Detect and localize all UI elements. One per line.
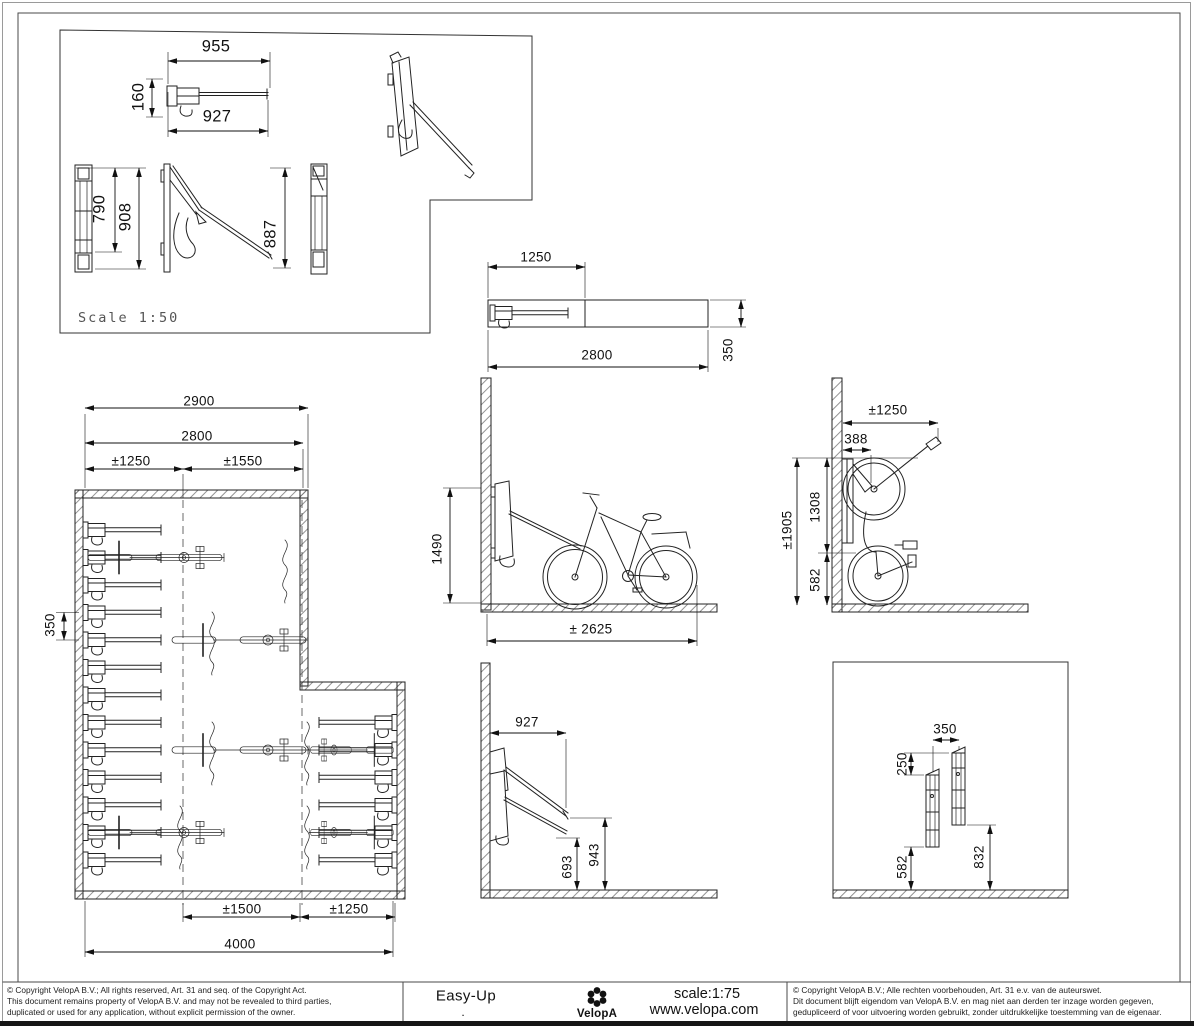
detail-side-view	[161, 164, 272, 272]
product-name: Easy-Up	[435, 987, 497, 1005]
copyright-dutch-line1: © Copyright VelopA B.V.; Alle rechten voorbehouden, Art. 31 e.v. van de auteurswet.	[793, 985, 1102, 995]
side-upright-walls	[832, 378, 1028, 612]
sheet-scale: scale:1:75	[673, 986, 741, 1002]
dim-front-clearance-high: 832	[971, 845, 987, 869]
brand-name: VelopA	[576, 1008, 618, 1020]
dim-folded-tip-low: 693	[559, 855, 575, 879]
dim-front-offset: 250	[894, 752, 910, 776]
dim-front-clearance-low: 582	[894, 855, 910, 879]
copyright-english-line2: This document remains property of VelopA B.V. and may not be revealed to third parties,	[7, 995, 332, 1006]
product-note: .	[461, 1005, 465, 1019]
dim-folded-reach: 927	[515, 714, 539, 730]
dim-detail-height-inner: 790	[90, 194, 109, 224]
side-folded-racks	[490, 748, 568, 845]
floor-plan-racks	[83, 522, 397, 875]
copyright-english-line1: © Copyright VelopA B.V.; All rights reserved, Art. 31 and seq. of the Copyright Act.	[7, 985, 307, 995]
detail-front-view	[75, 165, 92, 272]
dim-detail-width-overall: 955	[201, 37, 231, 56]
dim-upright-reach: ±1250	[868, 402, 908, 418]
copyright-dutch-line3: gedupliceerd of voor uitvoering worden gebruikt, zonder uitdrukkelijke toestemming van de eigenaar.	[793, 1006, 1162, 1017]
side-upright-rack	[842, 459, 872, 543]
dim-detail-depth-folded: 160	[129, 82, 148, 112]
dim-upright-lower-span: 582	[807, 568, 823, 592]
front-pair-racks	[926, 747, 965, 847]
dim-plan-aisle: ±1500	[222, 901, 262, 917]
floor-plan-walls	[75, 490, 405, 899]
detail-rear-view	[311, 164, 327, 274]
dim-plan-width-inner: 2800	[181, 428, 213, 444]
dim-detail-height-arm: 887	[261, 219, 280, 249]
floor-plan-bikes	[88, 540, 394, 869]
dim-detail-width-arm: 927	[202, 107, 232, 126]
side-ground-rack	[491, 481, 581, 567]
dim-rail-depth: 350	[720, 338, 736, 362]
detail-iso-view	[388, 52, 474, 178]
rail-plan-view	[488, 300, 708, 328]
copyright-dutch	[793, 985, 1162, 1017]
rail-plan-dims	[488, 262, 746, 372]
copyright-dutch-line2: Dit document blijft eigendom van VelopA B.V. en mag niet aan derden ter inzage worden gegeven,	[793, 995, 1154, 1006]
dim-front-spacing: 350	[933, 721, 957, 737]
side-ground-bike	[543, 493, 697, 609]
dim-folded-tip-high: 943	[586, 843, 602, 867]
dim-upright-hub-offset: 388	[844, 431, 868, 447]
velopa-logo-icon	[588, 987, 607, 1007]
detail-scale-note: Scale 1:50	[78, 310, 180, 326]
website-url: www.velopa.com	[649, 1002, 759, 1018]
front-pair-box	[833, 662, 1068, 898]
dim-plan-length-overall: 4000	[224, 936, 256, 952]
sheet-frame	[0, 3, 1194, 1026]
dim-detail-height-overall: 908	[116, 202, 135, 232]
side-upright-bike	[843, 437, 941, 606]
dim-upright-height-overall: ±1905	[779, 510, 795, 550]
detail-box	[60, 30, 532, 333]
copyright-english	[7, 985, 331, 1017]
dim-ground-depth: ± 2625	[569, 621, 613, 637]
dim-upright-upper-span: 1308	[807, 491, 823, 523]
copyright-english-line3: duplicated or used for any application, without explicit permission of the owner.	[7, 1006, 296, 1017]
dim-plan-row-pitch: 350	[42, 613, 58, 637]
dim-ground-mount-height: 1490	[429, 533, 445, 565]
dim-plan-zone-left: ±1250	[111, 453, 151, 469]
dim-plan-zone-right: ±1550	[223, 453, 263, 469]
dim-rail-length: 2800	[581, 347, 613, 363]
dim-plan-zone-bottom-right: ±1250	[329, 901, 369, 917]
dim-plan-width-overall: 2900	[183, 393, 215, 409]
dim-rail-pitch: 1250	[520, 249, 552, 265]
